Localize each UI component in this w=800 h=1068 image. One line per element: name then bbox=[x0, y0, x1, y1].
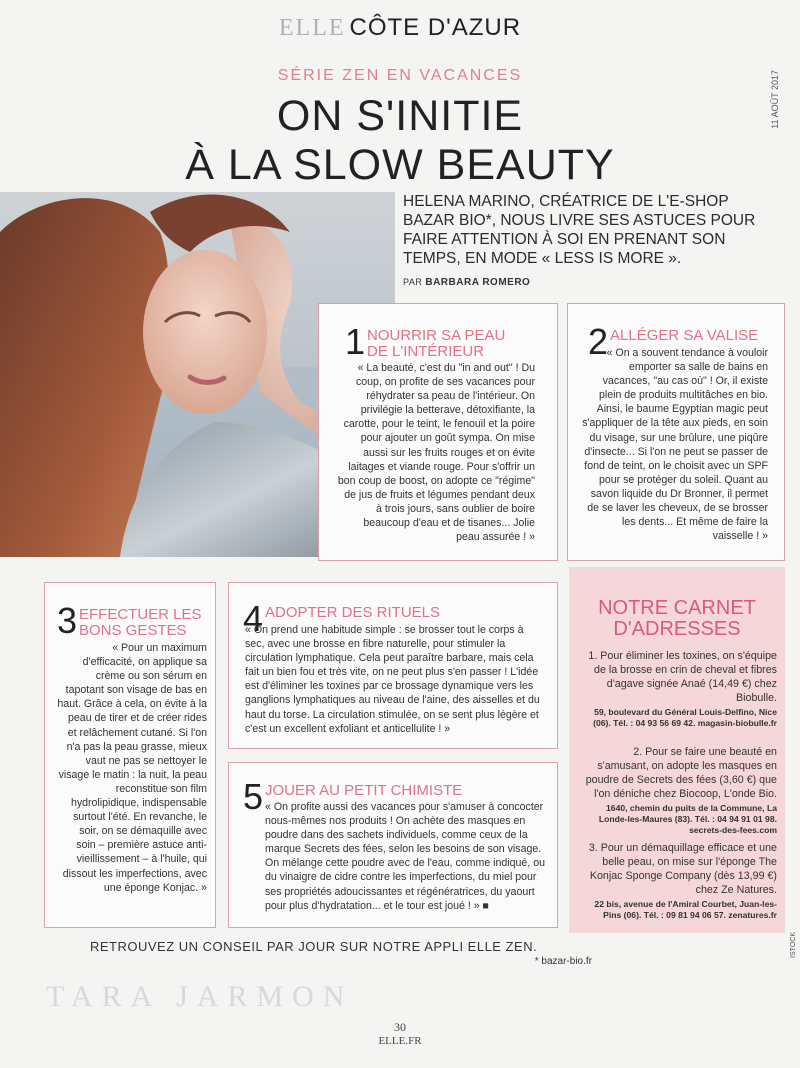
page-number: 30 bbox=[394, 1020, 406, 1034]
tip-body: « Pour un maximum d'efficacité, on applique sa crème ou son sérum en tapotant son visage de bas en haut. Grâce à cela, on évite à la peau de tirer et de créer rides et relâchement cutané. Si l'on n'a pas la peau grasse, mieux vaut ne pas se nettoyer le visage le matin : la nuit, la peau reconstitue son film hydrolipidique, indispensable surtout l'été. En revanche, le soir, on se démaquille avec soin – première astuce anti-vieillissement – à l'huile, qui dissout les imperfections, avec une éponge Konjac. » bbox=[57, 642, 207, 894]
address-item-1: 1. Pour éliminer les toxines, on s'équipe de la brosse en crin de cheval et fibres d'agave signée Anaé (14,49 €) chez Biobulle. bbox=[588, 650, 777, 704]
tip-title-line-1: NOURRIR SA PEAU bbox=[367, 327, 506, 344]
tip-body: « On a souvent tendance à vouloir emporter sa salle de bains en vacances, "au cas où" ! Or, il existe plein de produits multitâches en bio. Ainsi, le baume Egyptian magic peut s'appliquer de la tête aux pieds, en soin du visage, sur une brûlure, une piqûre d'insecte... Si l'on ne peut se passer de fond de teint, on le choisit avec un SPF pour se protéger du soleil. Quant au savon liquide du Dr Bronner, il permet de se laver les cheveux, de se brosser les dents... Et même de faire la vaisselle ! » bbox=[582, 347, 768, 543]
tip-title bbox=[265, 783, 462, 799]
byline bbox=[403, 277, 530, 288]
tip-body: « On profite aussi des vacances pour s'amuser à concocter nous-mêmes nos produits ! On achète des masques en poudre dans des sachets individuels, comme ceux de la marque Secrets des fées, selon les besoins de son visage. On mélange cette poudre avec de l'eau, comme indiqué, ou du vinaigre de cidre contre les imperfections, du miel pour ses propriétés adoucissantes et régénératrices, du yaourt pour plus d'hydratation... et le tour est joué ! » ■ bbox=[265, 801, 545, 912]
address-book bbox=[569, 567, 785, 933]
masthead-region: CÔTE D'AZUR bbox=[349, 14, 522, 41]
series-label: SÉRIE ZEN EN VACANCES bbox=[277, 67, 523, 84]
address-book-title-line-2: D'ADRESSES bbox=[613, 618, 741, 640]
address-book-title-line-1: NOTRE CARNET bbox=[598, 597, 756, 619]
tip-card-2 bbox=[567, 303, 785, 561]
tip-number: 3 bbox=[57, 600, 78, 641]
tip-title-line-2: DE L'INTÉRIEUR bbox=[367, 343, 485, 360]
tip-title-line-1: JOUER AU PETIT CHIMISTE bbox=[265, 782, 463, 799]
tip-title bbox=[79, 607, 202, 639]
address-book-title bbox=[569, 598, 785, 640]
tip-body: « On prend une habitude simple : se brosser tout le corps à sec, avec une brosse en fibre naturelle, pour stimuler la circulation lymphatique. Cela peut paraître barbare, mais cela fait un bien fou et très vite, on ne peut plus s'en passer ! L'idée est d'éliminer les toxines par ce brossage dynamique vers les ganglions lymphatiques au niveau de l'aine, des aisselles et du haut du torse. La circulation stimulée, on se sent plus légère et c'est un excellent exfoliant et anticellulite ! » bbox=[245, 624, 540, 735]
footnote: * bazar-bio.fr bbox=[534, 956, 592, 967]
page-footer bbox=[0, 1020, 800, 1047]
tip-title-line-1: ALLÉGER SA VALISE bbox=[610, 327, 759, 344]
title-line-1: ON S'INITIE bbox=[276, 92, 524, 140]
tip-number: 1 bbox=[345, 321, 366, 362]
tip-number: 5 bbox=[243, 776, 264, 817]
address-details-1: 59, boulevard du Général Louis-Delfino, Nice (06). Tél. : 04 93 56 69 42. magasin-biobulle.fr bbox=[593, 707, 777, 728]
masthead-brand: ELLE bbox=[278, 15, 346, 41]
photo-credit: ISTOCK bbox=[790, 932, 797, 958]
tip-title-line-1: ADOPTER DES RITUELS bbox=[265, 604, 441, 621]
tip-card-3 bbox=[44, 582, 216, 928]
byline-author: BARBARA ROMERO bbox=[425, 277, 531, 288]
masthead bbox=[0, 14, 800, 42]
tip-card-4 bbox=[228, 582, 558, 749]
tip-number: 4 bbox=[243, 598, 264, 639]
tip-title-line-1: EFFECTUER LES bbox=[79, 606, 202, 623]
address-details-3: 22 bis, avenue de l'Amiral Courbet, Juan-les-Pins (06). Tél. : 09 81 94 06 57. zenatures.fr bbox=[594, 899, 777, 920]
issue-date: 11 AOÛT 2017 bbox=[770, 70, 780, 129]
tip-card-1 bbox=[318, 303, 558, 561]
page-site: ELLE.FR bbox=[378, 1035, 422, 1047]
byline-prefix: PAR bbox=[403, 277, 423, 287]
tip-number: 2 bbox=[588, 321, 609, 362]
app-promo: RETROUVEZ UN CONSEIL PAR JOUR SUR NOTRE APPLI ELLE ZEN. bbox=[90, 939, 538, 954]
bleed-through-ad-text: TARA JARMON bbox=[46, 980, 354, 1013]
address-item-3: 3. Pour un démaquillage efficace et une belle peau, on mise sur l'éponge The Konjac Sponge Company (dès 13,99 €) chez Ze Natures. bbox=[588, 842, 777, 896]
tip-title-line-2: BONS GESTES bbox=[79, 622, 187, 639]
tip-title bbox=[610, 328, 758, 344]
address-item-2: 2. Pour se faire une beauté en s'amusant, on adopte les masques en poudre de Secrets des fées (3,60 €) que l'on déniche chez Biocoop, L'onde Bio. bbox=[585, 746, 777, 800]
article-intro: HELENA MARINO, CRÉATRICE DE L'E-SHOP BAZAR BIO*, NOUS LIVRE SES ASTUCES POUR FAIRE ATTENTION À SOI EN PRENANT SON TEMPS, EN MODE « LESS IS MORE ». bbox=[403, 193, 756, 267]
tip-card-5 bbox=[228, 762, 558, 928]
tip-title bbox=[367, 328, 505, 360]
tip-body: « La beauté, c'est du "in and out" ! Du coup, on profite de ses vacances pour réhydrater sa peau de l'intérieur. On privilégie la betterave, détoxifiante, la carotte, pour le teint, le fenouil et la poire pour ajouter un goût sympa. On mise aussi sur les fruits rouges et on évite laitages et viande rouge. Pour s'offrir un bon coup de boost, on adopte ce "régime" de jus de fruits et légumes pendant deux à trois jours, sans oublier de boire beaucoup d'eau et de tisanes... Jolie peau assurée ! » bbox=[337, 362, 535, 544]
article-title bbox=[0, 92, 800, 190]
title-line-2: À LA SLOW BEAUTY bbox=[185, 141, 615, 189]
address-details-2: 1640, chemin du puits de la Commune, La Londe-les-Maures (83). Tél. : 04 94 91 01 98. secrets-des-fees.com bbox=[598, 803, 777, 835]
tip-title bbox=[265, 605, 440, 621]
